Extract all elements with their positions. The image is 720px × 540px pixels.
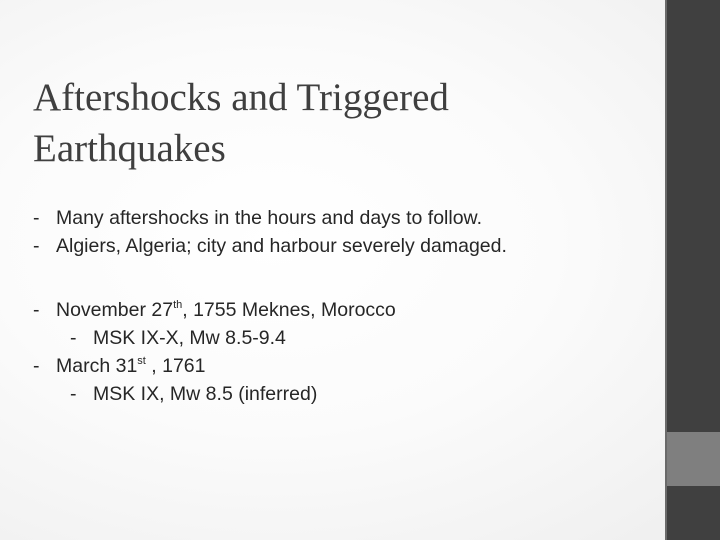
bullet-text: Algiers, Algeria; city and harbour severely damaged. [56, 235, 507, 257]
title-line-2: Earthquakes [33, 127, 226, 170]
bullet-text-post: , 1761 [145, 355, 206, 377]
bullet-text-post: , 1755 Meknes, Morocco [182, 299, 396, 321]
ordinal-suffix: st [137, 354, 146, 367]
sub-bullet-text: MSK IX-X, Mw 8.5-9.4 [93, 327, 286, 349]
sub-bullet-text: MSK IX, Mw 8.5 (inferred) [93, 383, 318, 405]
bullet-text-pre: March 31 [56, 355, 138, 377]
bullet-item [33, 232, 507, 260]
bullet-group-1 [33, 204, 507, 260]
bullet-text-pre: November 27 [56, 299, 174, 321]
bullet-dash: - [33, 235, 40, 257]
title-line-1: Aftershocks and Triggered [33, 76, 449, 119]
side-accent-block [667, 432, 720, 486]
bullet-dash: - [33, 355, 40, 377]
bullet-dash: - [70, 383, 77, 405]
bullet-item [33, 296, 396, 324]
bullet-item [33, 352, 396, 380]
sub-bullet-item [33, 324, 396, 352]
bullet-group-2 [33, 296, 396, 408]
bullet-text: Many aftershocks in the hours and days to follow. [56, 207, 482, 229]
slide-title [33, 72, 633, 174]
bullet-item [33, 204, 507, 232]
sub-bullet-item [33, 380, 396, 408]
ordinal-suffix: th [173, 298, 183, 311]
bullet-dash: - [70, 327, 77, 349]
bullet-dash: - [33, 299, 40, 321]
bullet-dash: - [33, 207, 40, 229]
